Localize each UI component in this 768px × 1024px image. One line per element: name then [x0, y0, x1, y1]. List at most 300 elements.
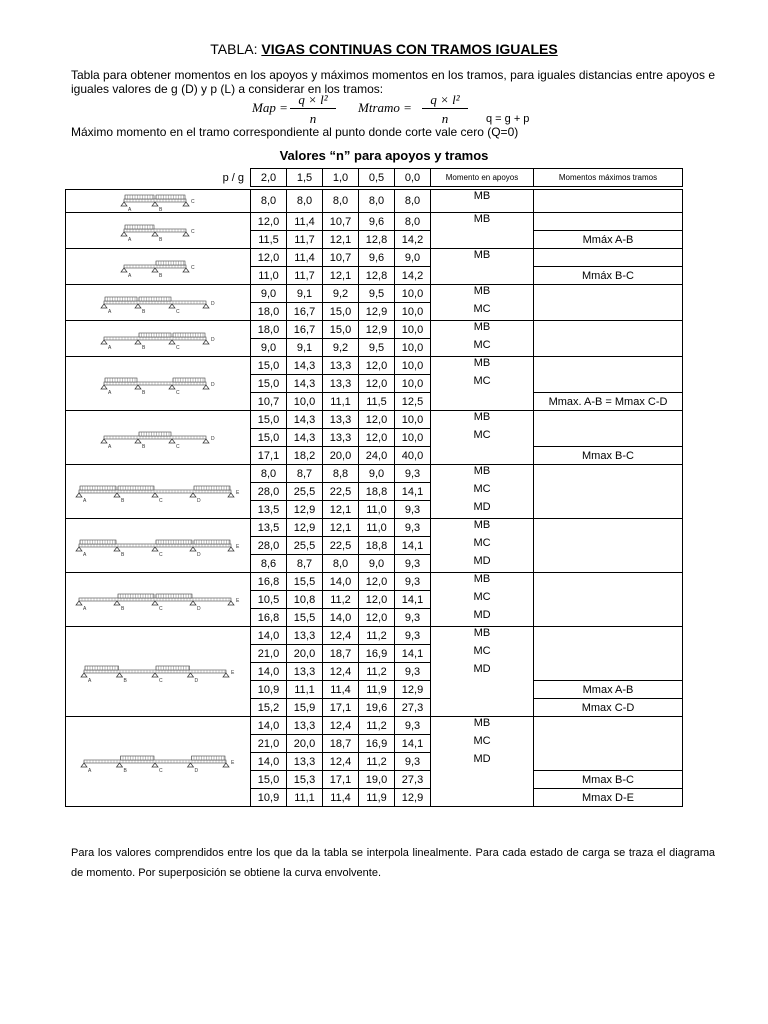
coef-cell: 11,2: [323, 591, 359, 609]
coef-cell: 9,5: [359, 285, 395, 303]
coef-cell: 12,0: [251, 249, 287, 267]
span-moment: [534, 465, 683, 483]
coef-cell: 25,5: [287, 483, 323, 501]
span-moment: [534, 663, 683, 681]
coef-cell: 10,0: [395, 411, 431, 429]
coef-cell: 10,9: [251, 789, 287, 807]
support-moment: MB: [431, 249, 534, 267]
coef-cell: 11,5: [251, 231, 287, 249]
coef-cell: 9,1: [287, 285, 323, 303]
coef-cell: 18,2: [287, 447, 323, 465]
span-moment: [534, 519, 683, 537]
span-moment: [534, 735, 683, 753]
coef-cell: 15,0: [251, 771, 287, 789]
coef-cell: 18,7: [323, 735, 359, 753]
svg-text:C: C: [159, 497, 163, 503]
coef-cell: 11,7: [287, 267, 323, 285]
coef-cell: 12,9: [359, 303, 395, 321]
coef-cell: 14,1: [395, 591, 431, 609]
coef-cell: 12,1: [323, 267, 359, 285]
title-prefix: TABLA:: [210, 41, 262, 57]
svg-text:B: B: [159, 207, 163, 212]
svg-text:E: E: [236, 543, 240, 550]
svg-text:A: A: [108, 443, 112, 449]
coef-cell: 22,5: [323, 483, 359, 501]
span-moment: Mmax C-D: [534, 699, 683, 717]
span-moment: [534, 645, 683, 663]
coef-cell: 22,5: [323, 537, 359, 555]
span-moment: [534, 303, 683, 321]
support-moment: [431, 681, 534, 699]
coef-cell: 17,1: [323, 771, 359, 789]
support-moment: [431, 231, 534, 249]
svg-text:D: D: [197, 551, 201, 557]
support-moment: [431, 789, 534, 807]
header-ratio: 2,0: [251, 169, 287, 187]
coef-cell: 10,0: [287, 393, 323, 411]
support-moment: MB: [431, 411, 534, 429]
coef-cell: 18,0: [251, 303, 287, 321]
beam-diagram: [66, 411, 251, 465]
coef-cell: 9,6: [359, 213, 395, 231]
coef-cell: 10,7: [323, 249, 359, 267]
svg-text:C: C: [191, 228, 195, 235]
support-moment: MB: [431, 627, 534, 645]
svg-text:A: A: [88, 677, 92, 683]
coef-cell: 40,0: [395, 447, 431, 465]
svg-text:C: C: [159, 551, 163, 557]
coef-cell: 10,0: [395, 357, 431, 375]
coef-cell: 12,0: [359, 411, 395, 429]
svg-text:E: E: [231, 759, 235, 766]
support-moment: MC: [431, 645, 534, 663]
coef-cell: 13,3: [287, 717, 323, 735]
coef-cell: 12,5: [395, 393, 431, 411]
coef-cell: 9,0: [359, 465, 395, 483]
continuous-beam-icon: [98, 373, 218, 395]
table-row: [66, 190, 683, 213]
coef-cell: 9,6: [359, 249, 395, 267]
coef-cell: 12,0: [359, 429, 395, 447]
span-moment: [534, 213, 683, 231]
support-moment: MD: [431, 555, 534, 573]
support-moment: MB: [431, 519, 534, 537]
coef-cell: 12,0: [359, 573, 395, 591]
svg-text:D: D: [194, 767, 199, 773]
span-moment: [534, 483, 683, 501]
coef-cell: 8,0: [323, 555, 359, 573]
coef-cell: 11,0: [359, 519, 395, 537]
svg-text:A: A: [83, 551, 87, 557]
coef-cell: 9,3: [395, 753, 431, 771]
coef-cell: 10,0: [395, 375, 431, 393]
support-moment: MB: [431, 717, 534, 735]
svg-text:B: B: [142, 344, 146, 350]
coef-cell: 16,9: [359, 645, 395, 663]
header-supports: Momento en apoyos: [431, 169, 534, 187]
svg-text:D: D: [211, 435, 215, 442]
continuous-beam-icon: [98, 292, 218, 314]
svg-text:A: A: [83, 497, 87, 503]
coef-cell: 14,3: [287, 411, 323, 429]
beam-diagram: [66, 190, 251, 213]
coef-cell: 9,0: [395, 249, 431, 267]
coef-cell: 20,0: [323, 447, 359, 465]
svg-text:E: E: [236, 489, 240, 496]
support-moment: MC: [431, 339, 534, 357]
fraction-bar: [290, 108, 336, 109]
span-moment: [534, 249, 683, 267]
svg-text:D: D: [211, 336, 215, 343]
coef-cell: 13,3: [287, 753, 323, 771]
header-ratio: 1,5: [287, 169, 323, 187]
table-header-row: [66, 169, 683, 187]
coef-cell: 16,8: [251, 573, 287, 591]
support-moment: [431, 393, 534, 411]
header-pg: p / g: [222, 171, 244, 184]
coef-cell: 8,8: [323, 465, 359, 483]
coef-cell: 14,0: [323, 573, 359, 591]
support-moment: MD: [431, 609, 534, 627]
support-moment: MB: [431, 465, 534, 483]
support-moment: [431, 267, 534, 285]
coef-cell: 12,0: [359, 591, 395, 609]
support-moment: MB: [431, 573, 534, 591]
beam-diagram: [66, 249, 251, 285]
beam-diagram: [66, 285, 251, 321]
table-row: [66, 465, 683, 483]
coef-cell: 14,0: [251, 663, 287, 681]
coef-cell: 18,8: [359, 483, 395, 501]
coef-cell: 16,7: [287, 321, 323, 339]
coef-cell: 13,3: [323, 357, 359, 375]
coef-cell: 8,0: [251, 190, 287, 213]
svg-text:B: B: [121, 551, 125, 557]
table-row: [66, 321, 683, 339]
max-moment-note: Máximo momento en el tramo correspondiente al punto donde corte vale cero (Q=0): [71, 125, 519, 139]
support-moment: MD: [431, 663, 534, 681]
span-moment: Mmax B-C: [534, 771, 683, 789]
beam-diagram: [66, 519, 251, 573]
coef-cell: 14,1: [395, 483, 431, 501]
table-row: [66, 627, 683, 645]
coef-cell: 13,3: [323, 429, 359, 447]
support-moment: [431, 447, 534, 465]
coef-cell: 27,3: [395, 771, 431, 789]
coef-cell: 15,0: [251, 411, 287, 429]
coef-cell: 13,3: [323, 375, 359, 393]
svg-text:B: B: [142, 308, 146, 314]
coef-cell: 11,9: [359, 681, 395, 699]
svg-text:C: C: [176, 344, 180, 350]
support-moment: MC: [431, 375, 534, 393]
coef-cell: 20,0: [287, 645, 323, 663]
coef-cell: 9,3: [395, 663, 431, 681]
coef-cell: 14,0: [323, 609, 359, 627]
coef-cell: 10,0: [395, 321, 431, 339]
formula-map-lhs: Map =: [252, 100, 288, 115]
coef-cell: 11,1: [323, 393, 359, 411]
coef-cell: 11,4: [323, 681, 359, 699]
support-moment: [431, 771, 534, 789]
coef-cell: 12,9: [359, 321, 395, 339]
title-main: VIGAS CONTINUAS CON TRAMOS IGUALES: [261, 41, 558, 57]
continuous-beam-icon: [118, 190, 198, 212]
coef-cell: 17,1: [323, 699, 359, 717]
coef-cell: 9,3: [395, 501, 431, 519]
coef-cell: 16,7: [287, 303, 323, 321]
coef-cell: 15,2: [251, 699, 287, 717]
span-moment: [534, 573, 683, 591]
span-moment: [534, 753, 683, 771]
coef-cell: 11,0: [251, 267, 287, 285]
coef-cell: 9,3: [395, 609, 431, 627]
footer-note: Para los valores comprendidos entre los que da la tabla se interpola linealmente. Para cada estado de carga se traza el diagrama de momento. Por superposición se obtiene la curva envolvente.: [71, 847, 715, 879]
coef-cell: 11,7: [287, 231, 323, 249]
coef-cell: 12,9: [395, 789, 431, 807]
coef-cell: 24,0: [359, 447, 395, 465]
span-moment: Mmáx B-C: [534, 267, 683, 285]
coef-cell: 10,0: [395, 285, 431, 303]
coef-cell: 12,0: [359, 609, 395, 627]
formula-mtramo-lhs: Mtramo =: [358, 100, 412, 115]
continuous-beam-icon: [73, 535, 243, 557]
svg-text:C: C: [176, 308, 180, 314]
coef-cell: 11,2: [359, 627, 395, 645]
coefficients-table: [65, 168, 683, 807]
coef-cell: 11,1: [287, 681, 323, 699]
coef-cell: 10,8: [287, 591, 323, 609]
support-moment: MB: [431, 285, 534, 303]
svg-text:B: B: [159, 272, 163, 278]
coef-cell: 9,2: [323, 339, 359, 357]
coef-cell: 12,0: [359, 357, 395, 375]
coef-cell: 12,9: [287, 501, 323, 519]
span-moment: [534, 411, 683, 429]
coef-cell: 14,0: [251, 627, 287, 645]
table-row: [66, 519, 683, 537]
header-ratio: 1,0: [323, 169, 359, 187]
coef-cell: 20,0: [287, 735, 323, 753]
coef-cell: 12,4: [323, 627, 359, 645]
coef-cell: 9,3: [395, 717, 431, 735]
coef-cell: 13,3: [287, 627, 323, 645]
coef-cell: 9,3: [395, 555, 431, 573]
coef-cell: 14,1: [395, 735, 431, 753]
coef-cell: 11,0: [359, 501, 395, 519]
span-moment: [534, 609, 683, 627]
formula-mtramo-denominator: n: [441, 111, 449, 126]
svg-text:C: C: [191, 264, 195, 271]
table-row: [66, 285, 683, 303]
coef-cell: 8,0: [395, 213, 431, 231]
coef-cell: 10,5: [251, 591, 287, 609]
coef-cell: 8,0: [287, 190, 323, 213]
coef-cell: 12,1: [323, 501, 359, 519]
support-moment: MC: [431, 537, 534, 555]
span-moment: [534, 591, 683, 609]
beam-diagram: [66, 573, 251, 627]
coef-cell: 15,9: [287, 699, 323, 717]
svg-text:C: C: [159, 767, 163, 773]
support-moment: MB: [431, 321, 534, 339]
coef-cell: 14,1: [395, 537, 431, 555]
span-moment: Mmax B-C: [534, 447, 683, 465]
header-spans: Momentos máximos tramos: [534, 169, 683, 187]
span-moment: Mmáx A-B: [534, 231, 683, 249]
coef-cell: 8,0: [359, 190, 395, 213]
svg-text:A: A: [108, 308, 112, 314]
continuous-beam-icon: [118, 256, 198, 278]
coef-cell: 14,0: [251, 753, 287, 771]
svg-text:C: C: [191, 199, 195, 205]
span-moment: [534, 321, 683, 339]
coef-cell: 10,0: [395, 303, 431, 321]
coef-cell: 18,8: [359, 537, 395, 555]
coef-cell: 11,4: [287, 249, 323, 267]
coef-cell: 15,0: [251, 429, 287, 447]
coef-cell: 11,5: [359, 393, 395, 411]
table-row: [66, 573, 683, 591]
svg-text:A: A: [128, 272, 132, 278]
continuous-beam-icon: [73, 589, 243, 611]
coef-cell: 15,0: [251, 357, 287, 375]
coef-cell: 14,2: [395, 267, 431, 285]
span-moment: [534, 717, 683, 735]
support-moment: MD: [431, 753, 534, 771]
span-moment: [534, 285, 683, 303]
svg-text:B: B: [121, 497, 125, 503]
svg-text:E: E: [236, 597, 240, 604]
table-subtitle: Valores “n” para apoyos y tramos: [279, 148, 489, 163]
coef-cell: 14,3: [287, 357, 323, 375]
coef-cell: 13,5: [251, 519, 287, 537]
support-moment: MC: [431, 429, 534, 447]
svg-text:B: B: [121, 605, 125, 611]
formula-map-denominator: n: [309, 111, 317, 126]
coef-cell: 12,4: [323, 753, 359, 771]
coef-cell: 14,3: [287, 375, 323, 393]
coef-cell: 12,1: [323, 231, 359, 249]
coef-cell: 11,4: [287, 213, 323, 231]
coef-cell: 15,0: [323, 303, 359, 321]
continuous-beam-icon: [78, 661, 238, 683]
span-moment: [534, 375, 683, 393]
support-moment: MB: [431, 357, 534, 375]
coef-cell: 16,8: [251, 609, 287, 627]
svg-text:C: C: [159, 605, 163, 611]
coef-cell: 12,9: [287, 519, 323, 537]
svg-text:D: D: [197, 605, 201, 611]
svg-text:A: A: [108, 389, 112, 395]
coef-cell: 12,0: [359, 375, 395, 393]
span-moment: [534, 501, 683, 519]
svg-text:B: B: [123, 767, 127, 773]
page-title: [0, 41, 768, 57]
span-moment: [534, 555, 683, 573]
coef-cell: 9,3: [395, 465, 431, 483]
coef-cell: 9,0: [251, 339, 287, 357]
coef-cell: 12,9: [395, 681, 431, 699]
coef-cell: 8,0: [251, 465, 287, 483]
coef-cell: 10,7: [323, 213, 359, 231]
coef-cell: 27,3: [395, 699, 431, 717]
span-moment: Mmax. A-B = Mmax C-D: [534, 393, 683, 411]
coef-cell: 25,5: [287, 537, 323, 555]
svg-text:B: B: [159, 236, 163, 242]
span-moment: [534, 429, 683, 447]
table-row: [66, 249, 683, 267]
coef-cell: 10,0: [395, 429, 431, 447]
coef-cell: 19,0: [359, 771, 395, 789]
svg-text:A: A: [88, 767, 92, 773]
coef-cell: 12,4: [323, 717, 359, 735]
coef-cell: 14,2: [395, 231, 431, 249]
continuous-beam-icon: [78, 751, 238, 773]
svg-text:B: B: [142, 389, 146, 395]
intro-text: Tabla para obtener momentos en los apoyos y máximos momentos en los tramos, para iguales distancias entre apoyos e iguales valores de g (D) y p (L) a considerar en los tramos:: [71, 68, 715, 96]
beam-diagram: [66, 717, 251, 807]
coef-cell: 15,3: [287, 771, 323, 789]
table-row: [66, 717, 683, 735]
svg-text:B: B: [142, 443, 146, 449]
coef-cell: 8,7: [287, 555, 323, 573]
svg-text:A: A: [128, 207, 132, 212]
support-moment: MB: [431, 190, 534, 213]
coef-cell: 9,3: [395, 627, 431, 645]
coef-cell: 12,0: [251, 213, 287, 231]
coef-cell: 18,7: [323, 645, 359, 663]
span-moment: [534, 190, 683, 213]
coef-cell: 11,2: [359, 663, 395, 681]
svg-text:D: D: [211, 300, 215, 307]
continuous-beam-icon: [98, 328, 218, 350]
coef-cell: 11,2: [359, 753, 395, 771]
span-moment: [534, 537, 683, 555]
svg-text:A: A: [128, 236, 132, 242]
coef-cell: 15,5: [287, 573, 323, 591]
support-moment: MC: [431, 735, 534, 753]
coef-cell: 10,0: [395, 339, 431, 357]
formula-map-numerator: q × l²: [298, 92, 328, 107]
coef-cell: 9,0: [359, 555, 395, 573]
formula-mtramo-numerator: q × l²: [430, 92, 460, 107]
svg-text:C: C: [176, 389, 180, 395]
coef-cell: 8,0: [395, 190, 431, 213]
svg-text:C: C: [176, 443, 180, 449]
svg-text:A: A: [108, 344, 112, 350]
beam-diagram: [66, 465, 251, 519]
continuous-beam-icon: [73, 481, 243, 503]
coef-cell: 11,9: [359, 789, 395, 807]
span-moment: [534, 357, 683, 375]
coef-cell: 21,0: [251, 645, 287, 663]
continuous-beam-icon: [98, 427, 218, 449]
coef-cell: 11,1: [287, 789, 323, 807]
continuous-beam-icon: [118, 220, 198, 242]
coef-cell: 11,4: [323, 789, 359, 807]
span-moment: Mmax D-E: [534, 789, 683, 807]
coef-cell: 9,2: [323, 285, 359, 303]
coef-cell: 28,0: [251, 483, 287, 501]
coef-cell: 12,4: [323, 663, 359, 681]
fraction-bar: [422, 108, 468, 109]
table-row: [66, 411, 683, 429]
coef-cell: 9,1: [287, 339, 323, 357]
table-row: [66, 357, 683, 375]
coef-cell: 18,0: [251, 321, 287, 339]
coef-cell: 13,5: [251, 501, 287, 519]
